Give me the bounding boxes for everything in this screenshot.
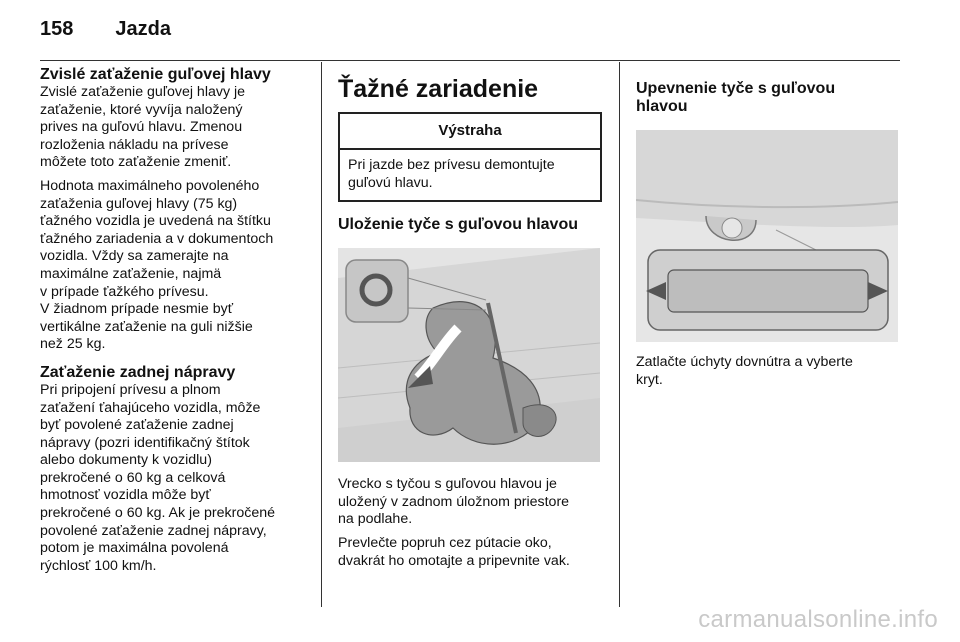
paragraph-storage-1: Vrecko s tyčou s guľovou hlavou je uložený v zadnom úložnom priestore na podlahe. [338, 476, 570, 528]
warning-box [338, 112, 602, 202]
column-divider-1 [321, 62, 322, 607]
paragraph-storage-2: Prevlečte popruh cez pútacie oko, dvakrát ho omotajte a pripevnite vak. [338, 534, 570, 569]
paragraph-rear-axle-load: Pri pripojení prívesu a plnom zaťažení ťahajúceho vozidla, môže byť povolené zaťaženie zadnej nápravy (pozri identifikačný štítok alebo dokumenty k vozidlu) prekročené o 60 kg a celková hmotnosť vozidla môže byť prekročené o 60 kg. Ak je prekročené povolené zaťaženie zadnej nápravy, potom je maximálna povolená rýchlosť 100 km/h. [40, 381, 276, 574]
section-title: Jazda [115, 18, 171, 40]
heading-mounting: Upevnenie tyče s guľovou hlavou [636, 80, 836, 115]
column-3 [636, 80, 900, 395]
heading-vertical-load: Zvislé zaťaženie guľovej hlavy [40, 66, 271, 83]
watermark: carmanualsonline.info [698, 606, 938, 633]
paragraph-vertical-load-1: Zvislé zaťaženie guľovej hlavy je zaťaženie, ktoré vyvíja naložený prives na guľovú hlavu. Zmenou rozloženia nákladu na prívese môžete toto zaťaženie zmeniť. [40, 84, 246, 171]
page-header [40, 18, 171, 41]
header-rule [40, 60, 900, 61]
column-2 [338, 72, 602, 576]
bumper-cover-illustration [636, 130, 898, 342]
column-divider-2 [619, 62, 620, 607]
section-heading-towing: Ťažné zariadenie [338, 75, 539, 103]
warning-text: Pri jazde bez prívesu demontujte guľovú hlavu. [348, 157, 555, 191]
column-1 [40, 66, 312, 581]
heading-storage: Uloženie tyče s guľovou hlavou [338, 216, 578, 234]
paragraph-vertical-load-2: Hodnota maximálneho povoleného zaťaženia guľovej hlavy (75 kg) ťažného vozidla je uvedená na štítku ťažného zariadenia a v dokumentoch vozidla. Vždy sa zamerajte na maximálne zaťaženie, najmä v prípade ťažkého prívesu. V žiadnom prípade nesmie byť vertikálne zaťaženie na guli nižšie než 25 kg. [40, 177, 274, 353]
paragraph-mounting: Zatlačte úchyty dovnútra a vyberte kryt. [636, 354, 853, 388]
heading-rear-axle-load: Zaťaženie zadnej nápravy [40, 363, 236, 381]
page-number: 158 [40, 18, 74, 40]
storage-illustration [338, 248, 600, 462]
warning-title: Výstraha [340, 114, 600, 150]
